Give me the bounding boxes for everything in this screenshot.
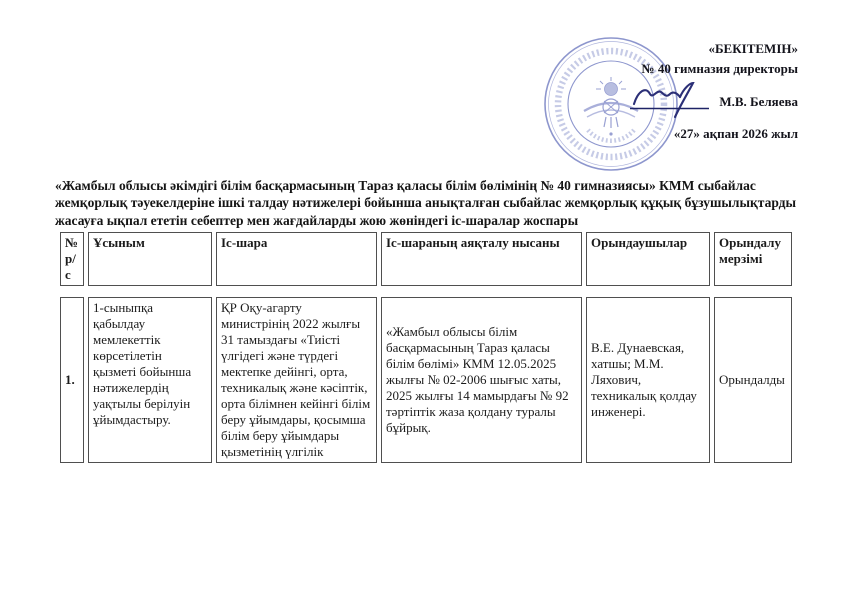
approval-date: «27» ақпан 2026 жыл [673, 126, 798, 141]
cell-status: Орындалды [714, 297, 792, 463]
action-plan-table [56, 221, 796, 474]
director-signature-icon [629, 80, 713, 122]
director-name: М.В. Беляева [719, 93, 798, 109]
col-header-executors: Орындаушылар [586, 232, 710, 286]
approval-block [629, 40, 798, 142]
col-header-proposal: Ұсыным [88, 232, 212, 286]
approve-label: «БЕКІТЕМІН» [708, 41, 798, 56]
col-header-action: Іс-шара [216, 232, 377, 286]
col-header-deadline: Орындалу мерзімі [714, 232, 792, 286]
col-header-number: № р/с [60, 232, 84, 286]
cell-executors: В.Е. Дунаевская, хатшы; М.М. Ляхович, техникалық қолдау инженері. [586, 297, 710, 463]
cell-completion-form: «Жамбыл облысы білім басқармасының Тараз қаласы білім бөлімі» КММ 12.05.2025 жылғы № 02-2006 шығыс хаты, 2025 жылғы 14 мамырдағы № 92 тәртіптік жаза қолдану туралы бұйрық. [381, 297, 582, 463]
cell-row-number: 1. [60, 297, 84, 463]
table-header-row [60, 232, 792, 286]
table-row [60, 297, 792, 463]
director-title-line: № 40 гимназия директоры [641, 61, 798, 76]
signature-row [629, 80, 798, 122]
cell-action: ҚР Оқу-агарту министрінің 2022 жылғы 31 тамыздағы «Тиісті үлгідегі және түрдегі мектепке дейінгі, орта, техникалық және кәсіптік, орта білімнен кейінгі білім беру ұйымдары, қосымша білім беру ұйымдары қызметінің үлгілік [216, 297, 377, 463]
col-header-completion-form: Іс-шараның аяқталу нысаны [381, 232, 582, 286]
document-title: «Жамбыл облысы әкімдігі білім басқармасының Тараз қаласы білім бөлімінің № 40 гимназиясы» КММ сыбайлас жемқорлық тәуекелдеріне ішкі талдау нәтижелері бойынша анықталған сыбайлас жемқорлық құқық бұзушылықтарды жасауға ықпал ететін себептер мен жағдайларды жою жөніндегі іс-шаралар жоспары [55, 177, 797, 228]
cell-proposal: 1-сыныпқа қабылдау мемлекеттік көрсетілетін қызметі бойынша нәтижелердің уақтылы берілуін ұйымдастыру. [88, 297, 212, 463]
